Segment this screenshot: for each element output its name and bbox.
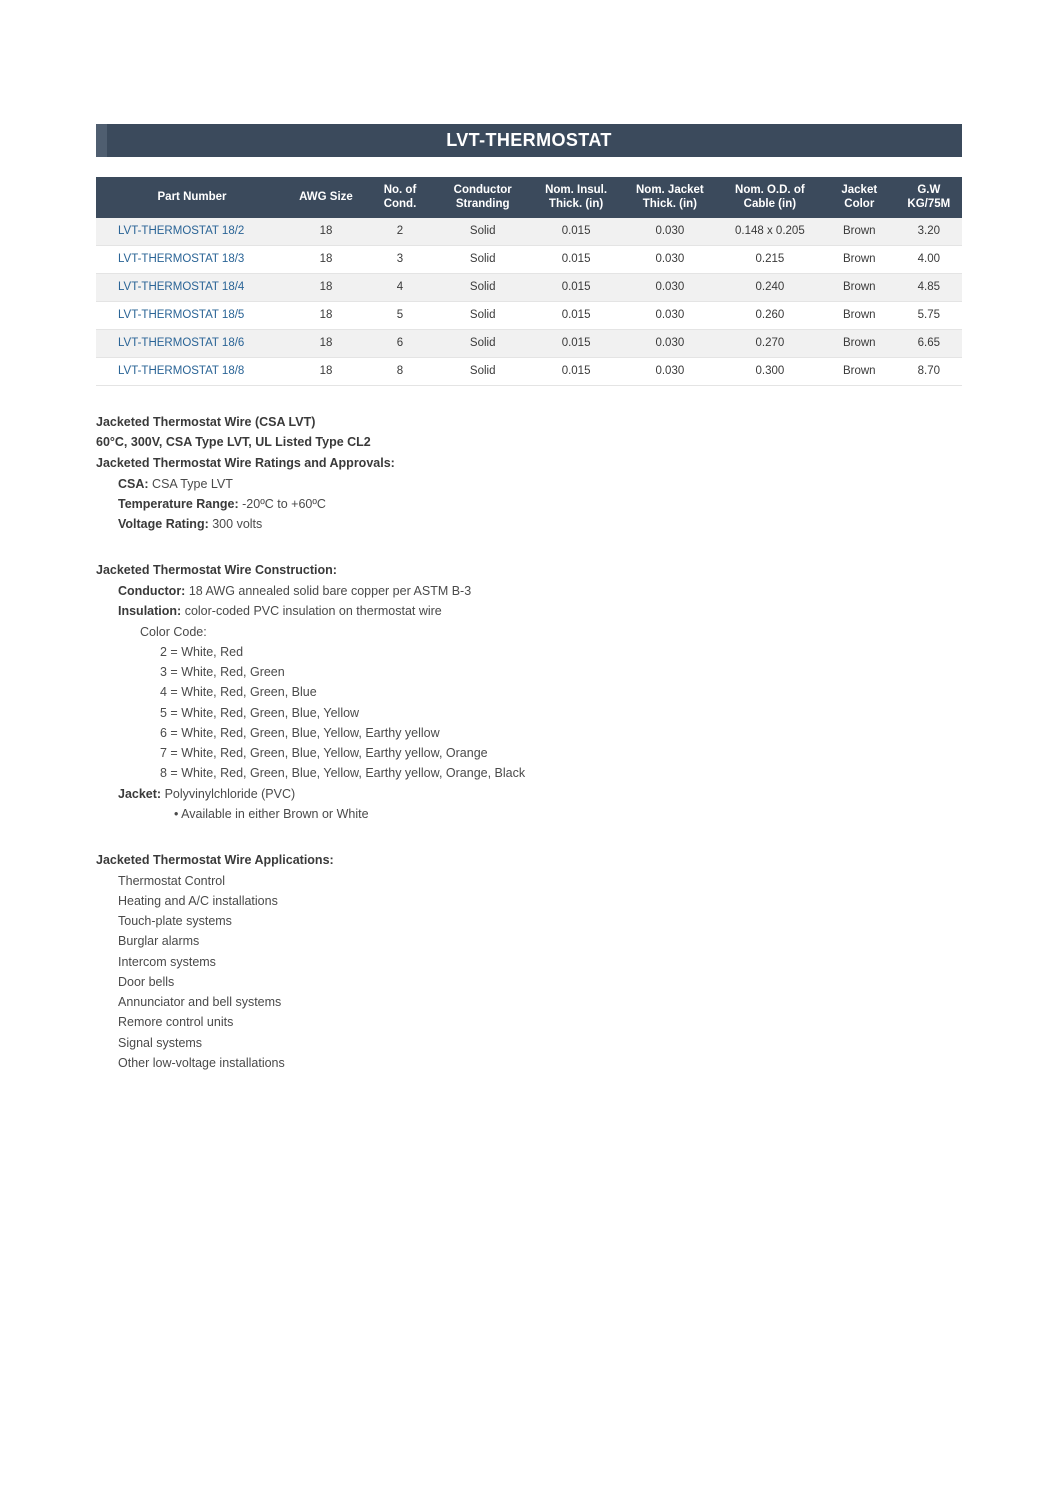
col-header-no-of-cond: No. of Cond. bbox=[364, 177, 436, 218]
cell-nom-od-cable: 0.215 bbox=[717, 245, 823, 273]
banner-accent-bar bbox=[96, 124, 107, 157]
construction-jacket-label: Jacket: bbox=[118, 786, 162, 801]
col-header-conductor-stranding: Conductor Stranding bbox=[436, 177, 529, 218]
col-header-nom-insul-thick: Nom. Insul. Thick. (in) bbox=[529, 177, 623, 218]
cell-nom-insul-thick: 0.015 bbox=[529, 218, 623, 246]
construction-insulation-row bbox=[96, 601, 962, 621]
construction-jacket-value: Polyvinylchloride (PVC) bbox=[164, 786, 296, 801]
page-content bbox=[96, 124, 962, 1073]
table-header-row bbox=[96, 177, 962, 218]
table-row bbox=[96, 245, 962, 273]
construction-insulation-label: Insulation: bbox=[118, 604, 182, 619]
cell-awg-size: 18 bbox=[288, 301, 364, 329]
col-header-awg-size: AWG Size bbox=[288, 177, 364, 218]
cell-nom-od-cable: 0.270 bbox=[717, 329, 823, 357]
table-row bbox=[96, 273, 962, 301]
cell-nom-jacket-thick: 0.030 bbox=[623, 273, 717, 301]
intro-section bbox=[96, 412, 962, 535]
list-item: Other low-voltage installations bbox=[118, 1055, 285, 1070]
list-item: Signal systems bbox=[118, 1035, 203, 1050]
ratings-temp-value: -20ºC to +60ºC bbox=[242, 496, 326, 511]
ratings-voltage-label: Voltage Rating: bbox=[118, 517, 209, 532]
cell-part-number[interactable]: LVT-THERMOSTAT 18/5 bbox=[96, 301, 288, 329]
cell-nom-od-cable: 0.300 bbox=[717, 357, 823, 385]
cell-part-number[interactable]: LVT-THERMOSTAT 18/8 bbox=[96, 357, 288, 385]
cell-nom-od-cable: 0.148 x 0.205 bbox=[717, 218, 823, 246]
color-code-item: 2 = White, Red bbox=[160, 644, 244, 659]
construction-conductor-value: 18 AWG annealed solid bare copper per ASTM B-3 bbox=[188, 584, 472, 598]
cell-nom-jacket-thick: 0.030 bbox=[623, 218, 717, 246]
construction-conductor-row bbox=[96, 581, 962, 601]
cell-gross-weight: 3.20 bbox=[896, 218, 962, 246]
cell-part-number[interactable]: LVT-THERMOSTAT 18/4 bbox=[96, 273, 288, 301]
cell-gross-weight: 4.85 bbox=[896, 273, 962, 301]
cell-no-of-cond: 5 bbox=[364, 301, 436, 329]
cell-part-number[interactable]: LVT-THERMOSTAT 18/2 bbox=[96, 218, 288, 246]
col-header-nom-jacket-thick: Nom. Jacket Thick. (in) bbox=[623, 177, 717, 218]
cell-gross-weight: 8.70 bbox=[896, 357, 962, 385]
cell-nom-jacket-thick: 0.030 bbox=[623, 329, 717, 357]
cell-no-of-cond: 6 bbox=[364, 329, 436, 357]
list-item: Intercom systems bbox=[118, 954, 216, 969]
color-code-item: 3 = White, Red, Green bbox=[160, 665, 285, 679]
spec-table bbox=[96, 177, 962, 386]
intro-line-1: Jacketed Thermostat Wire (CSA LVT) bbox=[96, 414, 316, 429]
cell-nom-insul-thick: 0.015 bbox=[529, 273, 623, 301]
ratings-voltage-value: 300 volts bbox=[212, 517, 263, 532]
cell-no-of-cond: 8 bbox=[364, 357, 436, 385]
intro-line-2: 60°C, 300V, CSA Type LVT, UL Listed Type CL2 bbox=[96, 435, 371, 450]
col-header-nom-od-cable: Nom. O.D. of Cable (in) bbox=[717, 177, 823, 218]
cell-no-of-cond: 3 bbox=[364, 245, 436, 273]
construction-section bbox=[96, 560, 962, 824]
spec-table-head bbox=[96, 177, 962, 218]
construction-jacket-row bbox=[96, 784, 962, 804]
list-item: Door bells bbox=[118, 974, 175, 989]
color-code-item: 8 = White, Red, Green, Blue, Yellow, Earthy yellow, Orange, Black bbox=[160, 766, 526, 781]
list-item: Heating and A/C installations bbox=[118, 893, 278, 908]
list-item: Touch-plate systems bbox=[118, 914, 232, 929]
color-code-item: 5 = White, Red, Green, Blue, Yellow bbox=[160, 705, 360, 720]
table-row bbox=[96, 218, 962, 246]
table-row bbox=[96, 357, 962, 385]
cell-conductor-stranding: Solid bbox=[436, 357, 529, 385]
cell-awg-size: 18 bbox=[288, 357, 364, 385]
cell-nom-jacket-thick: 0.030 bbox=[623, 301, 717, 329]
construction-conductor-label: Conductor: bbox=[118, 584, 186, 598]
cell-nom-insul-thick: 0.015 bbox=[529, 245, 623, 273]
cell-nom-insul-thick: 0.015 bbox=[529, 357, 623, 385]
col-header-jacket-color: Jacket Color bbox=[823, 177, 896, 218]
cell-conductor-stranding: Solid bbox=[436, 218, 529, 246]
cell-jacket-color: Brown bbox=[823, 301, 896, 329]
cell-conductor-stranding: Solid bbox=[436, 273, 529, 301]
spec-table-body bbox=[96, 218, 962, 386]
cell-nom-jacket-thick: 0.030 bbox=[623, 245, 717, 273]
cell-jacket-color: Brown bbox=[823, 218, 896, 246]
color-code-item: 6 = White, Red, Green, Blue, Yellow, Earthy yellow bbox=[160, 725, 440, 740]
cell-awg-size: 18 bbox=[288, 245, 364, 273]
ratings-csa-label: CSA: bbox=[118, 476, 149, 491]
ratings-temp-row bbox=[96, 494, 962, 514]
list-item: Burglar alarms bbox=[118, 934, 200, 949]
cell-gross-weight: 5.75 bbox=[896, 301, 962, 329]
cell-awg-size: 18 bbox=[288, 218, 364, 246]
ratings-temp-label: Temperature Range: bbox=[118, 496, 239, 511]
page-title: LVT-THERMOSTAT bbox=[446, 130, 612, 150]
cell-nom-insul-thick: 0.015 bbox=[529, 329, 623, 357]
cell-gross-weight: 6.65 bbox=[896, 329, 962, 357]
cell-part-number[interactable]: LVT-THERMOSTAT 18/3 bbox=[96, 245, 288, 273]
cell-nom-insul-thick: 0.015 bbox=[529, 301, 623, 329]
cell-jacket-color: Brown bbox=[823, 357, 896, 385]
cell-conductor-stranding: Solid bbox=[436, 329, 529, 357]
table-row bbox=[96, 301, 962, 329]
cell-jacket-color: Brown bbox=[823, 245, 896, 273]
ratings-csa-value: CSA Type LVT bbox=[152, 476, 233, 491]
cell-no-of-cond: 2 bbox=[364, 218, 436, 246]
cell-part-number[interactable]: LVT-THERMOSTAT 18/6 bbox=[96, 329, 288, 357]
col-header-gross-weight: G.W KG/75M bbox=[896, 177, 962, 218]
list-item: Remore control units bbox=[118, 1015, 234, 1030]
cell-jacket-color: Brown bbox=[823, 329, 896, 357]
construction-insulation-value: color-coded PVC insulation on thermostat wire bbox=[184, 604, 442, 619]
construction-jacket-bullet: • Available in either Brown or White bbox=[174, 806, 369, 821]
cell-no-of-cond: 4 bbox=[364, 273, 436, 301]
table-row bbox=[96, 329, 962, 357]
cell-nom-od-cable: 0.260 bbox=[717, 301, 823, 329]
list-item: Thermostat Control bbox=[118, 873, 225, 888]
cell-nom-jacket-thick: 0.030 bbox=[623, 357, 717, 385]
color-code-label: Color Code: bbox=[140, 624, 207, 639]
page-title-banner bbox=[96, 124, 962, 157]
cell-conductor-stranding: Solid bbox=[436, 301, 529, 329]
ratings-voltage-row bbox=[96, 514, 962, 534]
cell-nom-od-cable: 0.240 bbox=[717, 273, 823, 301]
col-header-part-number: Part Number bbox=[96, 177, 288, 218]
applications-heading: Jacketed Thermostat Wire Applications: bbox=[96, 853, 334, 867]
color-code-item: 4 = White, Red, Green, Blue bbox=[160, 685, 317, 700]
ratings-heading: Jacketed Thermostat Wire Ratings and Approvals: bbox=[96, 456, 395, 470]
ratings-csa-row bbox=[96, 474, 962, 494]
cell-conductor-stranding: Solid bbox=[436, 245, 529, 273]
construction-heading: Jacketed Thermostat Wire Construction: bbox=[96, 563, 337, 578]
color-code-item: 7 = White, Red, Green, Blue, Yellow, Earthy yellow, Orange bbox=[160, 746, 488, 760]
cell-awg-size: 18 bbox=[288, 273, 364, 301]
cell-awg-size: 18 bbox=[288, 329, 364, 357]
cell-jacket-color: Brown bbox=[823, 273, 896, 301]
list-item: Annunciator and bell systems bbox=[118, 995, 282, 1010]
applications-section bbox=[96, 850, 962, 1073]
cell-gross-weight: 4.00 bbox=[896, 245, 962, 273]
